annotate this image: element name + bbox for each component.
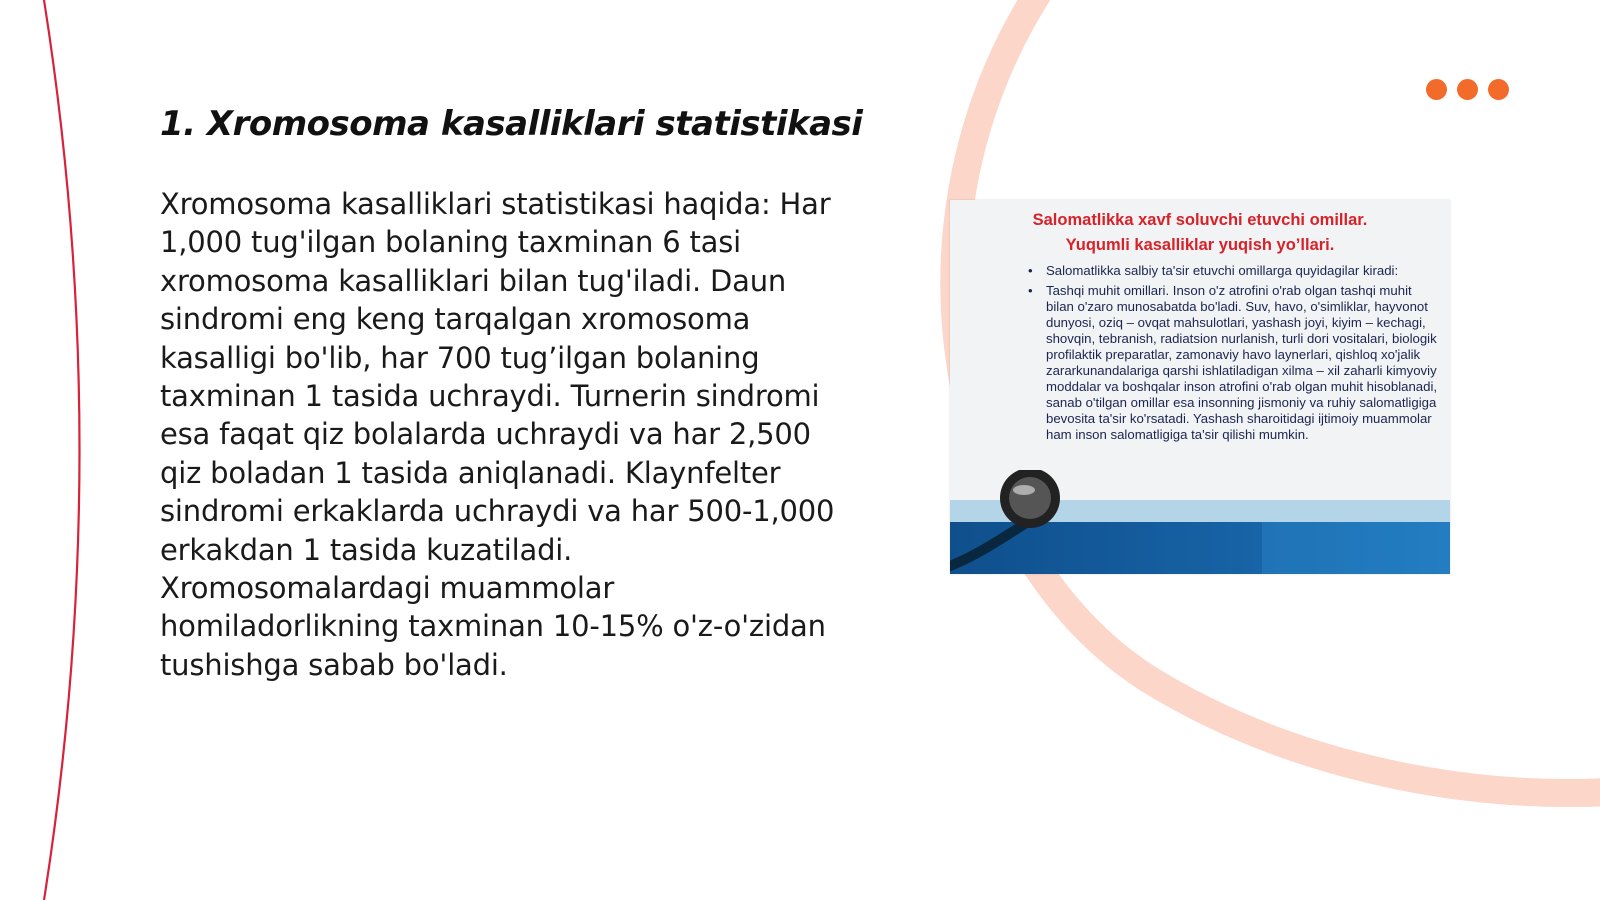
decorative-dots	[1426, 79, 1510, 101]
inset-title-line-2: Yuqumli kasalliklar yuqish yo’llari.	[1065, 236, 1335, 254]
inset-title	[950, 208, 1450, 258]
inset-bullet-item: • Tashqi muhit omillari. Inson o'z atrofini o'rab olgan tashqi muhit bilan o'zaro munosabatda bo'ladi. Suv, havo, o'simliklar, hayvonot dunyosi, oziq – ovqat mahsulotlari, yashash joyi, kiyim – kechagi, shovqin, tebranish, radiatsion nurlanish, turli dori vositalari, biologik profilaktik preparatlar, zamonaviy havo laynerlari, qishloq xo'jalik zararkunandalariga qarshi ishlatiladigan xilma – xil zaharli kimyoviy moddalar va boshqalar inson atrofini o'rab olgan muhit hisoblanadi, sanab o'tilgan omillar esa insonning jismoniy va ruhiy salomatligiga bevosita ta'sir ko'rsatadi. Yashash sharoitidagi ijtimoiy muammolar ham inson salomatligiga ta'sir qilishi mumkin.	[1046, 283, 1438, 443]
orange-dot-icon	[1426, 79, 1447, 100]
inset-bullet-item: • Salomatlikka salbiy ta'sir etuvchi omillarga quyidagilar kiradi:	[1046, 263, 1438, 279]
slide-title: 1. Xromosoma kasalliklari statistikasi	[160, 104, 863, 144]
inset-title-line-1: Salomatlikka xavf soluvchi etuvchi omillar.	[1032, 211, 1368, 229]
left-curve-line	[44, 0, 80, 900]
inset-bullet-list	[1046, 263, 1438, 447]
slide-body-text: Xromosoma kasalliklari statistikasi haqida: Har 1,000 tug'ilgan bolaning taxminan 6 tasi xromosoma kasalliklari bilan tug'iladi. Daun sindromi eng keng tarqalgan xromosoma kasalligi bo'lib, har 700 tug’ilgan bolaning taxminan 1 tasida uchraydi. Turnerin sindromi esa faqat qiz bolalarda uchraydi va har 2,500 qiz boladan 1 tasida aniqlanadi. Klaynfelter sindromi erkaklarda uchraydi va har 500-1,000 erkakdan 1 tasida kuzatiladi. Xromosomalardagi muammolar homiladorlikning taxminan 10-15% o'z-o'zidan tushishga sabab bo'ladi.	[160, 187, 835, 682]
orange-dot-icon	[1457, 79, 1478, 100]
stethoscope-icon	[950, 470, 1090, 574]
inset-slide-image	[950, 200, 1450, 574]
orange-dot-icon	[1488, 79, 1509, 100]
